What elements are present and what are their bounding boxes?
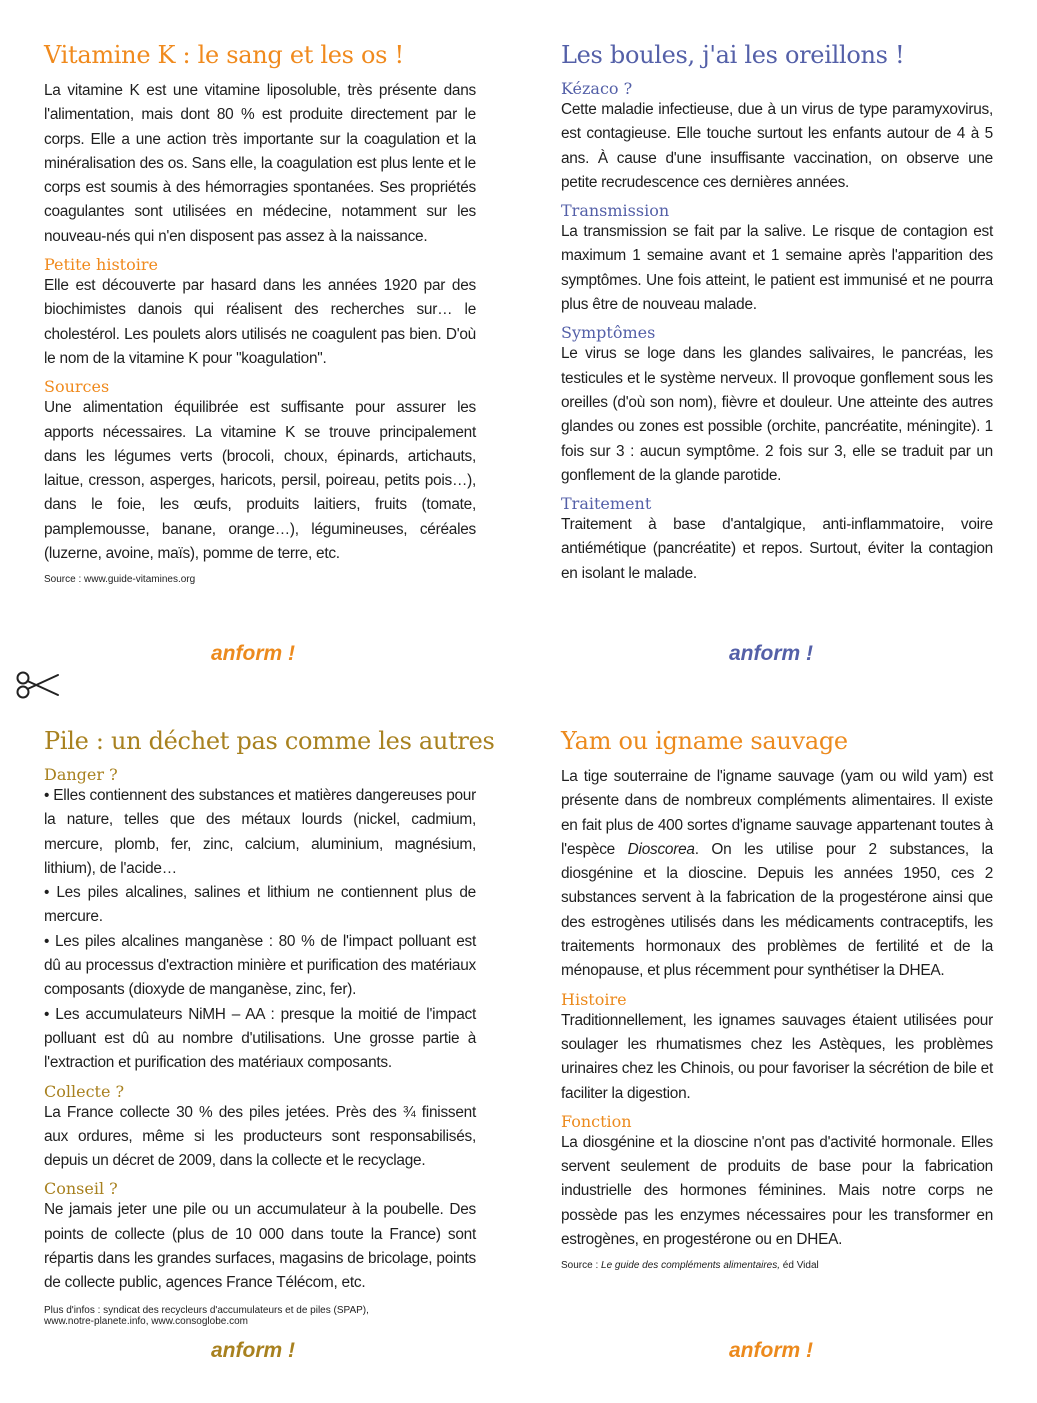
card-yam [561, 726, 993, 1272]
species-name: Dioscorea [627, 840, 695, 858]
source-note: Source : www.guide-vitamines.org [44, 574, 196, 586]
section-title: Transmission [561, 201, 670, 221]
section-text: Le virus se loge dans les glandes salivaires, le pancréas, les testicules et le système nerveux. Il provoque gonflement sous les oreilles (d'où son nom), fièvre et douleur. Une atteinte des autres glandes ou zones est possible (orchite, pancréatite, méningite). 1 fois sur 3 : aucun symptôme. 2 fois sur 3, elle se traduit par un gonflement de la glande parotide. [561, 345, 993, 484]
section-title: Danger ? [44, 765, 118, 784]
anform-logo: anform ! [729, 642, 813, 665]
bullet-item: • Les piles alcalines manganèse : 80 % de l'impact polluant est dû au processus d'extraction minière et purification des matériaux composants (dioxyde de manganèse, zinc, fer). [44, 932, 476, 999]
section-title: Symptômes [561, 323, 656, 343]
source-publisher: éd Vidal [780, 1260, 819, 1272]
section-title: Fonction [561, 1111, 632, 1131]
section-title: Kézaco ? [561, 79, 633, 98]
section-text: Traitement à base d'antalgique, anti-inflammatoire, voire antiémétique (pancréatite) et repos. Surtout, éviter la contagion en isolant le malade. [561, 516, 993, 582]
section-text: La France collecte 30 % des piles jetées. Près des ¾ finissent aux ordures, même si les producteurs sont responsabilisés, depuis un décret de 2009, dans la collecte et le recyclage. [44, 1103, 476, 1170]
anform-logo: anform ! [211, 1339, 295, 1362]
more-info-line: Plus d'infos : syndicat des recycleurs d'accumulateurs et de piles (SPAP), [44, 1304, 369, 1316]
section-text: Cette maladie infectieuse, due à un virus de type paramyxovirus, est contagieuse. Elle touche surtout les enfants autour de 4 à 5 ans. À cause d'une insuffisante vaccination, on observe une petite recrudescence ces dernières années. [561, 101, 993, 191]
intro-text: . On les utilise pour 2 substances, la diosgénine et la dioscine. Depuis les années 1950, ces 2 substances servent à la fabrication de la progestérone ainsi que des estrogènes utilisés dans les médicaments contraceptifs, les traitements hormonaux des problèmes de fertilité et de la ménopause, et plus récemment pour synthétiser la DHEA. [561, 840, 993, 980]
more-info-note [44, 1305, 476, 1327]
section-title: Sources [44, 377, 110, 397]
section-title: Petite histoire [44, 255, 158, 275]
section-title: Traitement [561, 494, 652, 514]
section-text: Une alimentation équilibrée est suffisante pour assurer les apports nécessaires. La vitamine K se trouve principalement dans les légumes verts (brocoli, choux, épinards, artichauts, laitue, cresson, asperges, haricots, persil, poireau, petits pois…), dans le foie, les œufs, produits laitiers, fruits (tomate, pamplemousse, banane, orange…), légumineuses, céréales (luzerne, avoine, maïs), pomme de terre, etc. [44, 399, 476, 563]
bullet-item: • Elles contiennent des substances et matières dangereuses pour la nature, telles que des métaux lourds (nickel, cadmium, mercure, plomb, fer, zinc, calcium, aluminium, magnésium, lithium), de l'acide… [44, 787, 476, 877]
card-title: Les boules, j'ai les oreillons ! [561, 41, 905, 69]
card-vitamine-k [44, 40, 476, 586]
more-info-line: www.notre-planete.info, www.consoglobe.com [44, 1315, 248, 1327]
anform-logo: anform ! [211, 642, 295, 665]
card-title: Pile : un déchet pas comme les autres [44, 727, 495, 755]
card-pile [44, 726, 495, 1327]
source-note [561, 1260, 993, 1272]
card-intro: La vitamine K est une vitamine liposoluble, très présente dans l'alimentation, mais dont 80 % est produite directement par le corps. Elle a une action très importante sur la coagulation et la minéralisation des os. Sans elle, la coagulation est plus lente et le corps est soumis à des hémorragies spontanées. Ses propriétés coagulantes sont utilisées en médecine, notamment sur les nouveau-nés qui n'en disposent pas assez à la naissance. [44, 82, 476, 245]
bullet-item: • Les accumulateurs NiMH – AA : presque la moitié de l'impact polluant est dû au nombre d'utilisations. Une grosse partie à l'extraction et purification des matériaux composants. [44, 1005, 476, 1072]
section-text: La diosgénine et la dioscine n'ont pas d'activité hormonale. Elles servent seulement de produits de base pour la fabrication industrielle des hormones féminines. Mais notre corps ne possède pas les enzymes nécessaires pour les transformer en estrogènes, en progestérone ou en DHEA. [561, 1133, 993, 1249]
section-text: Elle est découverte par hasard dans les années 1920 par des biochimistes danois qui réalisent des recherches sur… le cholestérol. Les poulets alors utilisés ne coagulent pas bien. D'où le nom de la vitamine K pour "koagulation". [44, 277, 476, 367]
section-text: Traditionnellement, les ignames sauvages étaient utilisées pour soulager les rhumatismes chez les Astèques, les problèmes urinaires chez les Chinois, ou pour favoriser la sécrétion de bile et faciliter la digestion. [561, 1011, 993, 1102]
anform-logo: anform ! [729, 1339, 813, 1362]
section-text: La transmission se fait par la salive. Le risque de contagion est maximum 1 semaine avant et 1 semaine après l'apparition des symptômes. Une fois atteint, le patient est immunisé et ne pourra plus être de nouveau malade. [561, 223, 993, 314]
card-oreillons [561, 40, 993, 586]
section-title: Histoire [561, 989, 627, 1009]
card-title: Yam ou igname sauvage [561, 727, 848, 755]
card-title: Vitamine K : le sang et les os ! [44, 41, 404, 69]
intro-text: La tige souterraine de l'igname sauvage (yam ou wild yam) est présente dans de nombreux compléments alimentaires. Il existe en fait plus de 400 sortes d'igname sauvage appartenant toutes à l'espèce [561, 768, 993, 858]
section-title: Conseil ? [44, 1179, 118, 1199]
card-intro [561, 765, 993, 984]
bullet-item: • Les piles alcalines, salines et lithium ne contiennent plus de mercure. [44, 884, 476, 926]
section-title: Collecte ? [44, 1081, 125, 1101]
source-label: Source : [561, 1260, 602, 1272]
source-title: Le guide des compléments alimentaires, [601, 1260, 781, 1272]
scissors-icon [14, 670, 60, 700]
section-text: Ne jamais jeter une pile ou un accumulateur à la poubelle. Des points de collecte (plus de 10 000 dans toute la France) sont répartis dans les grandes surfaces, magasins de bricolage, points de collecte public, agences France Télécom, etc. [44, 1201, 476, 1292]
